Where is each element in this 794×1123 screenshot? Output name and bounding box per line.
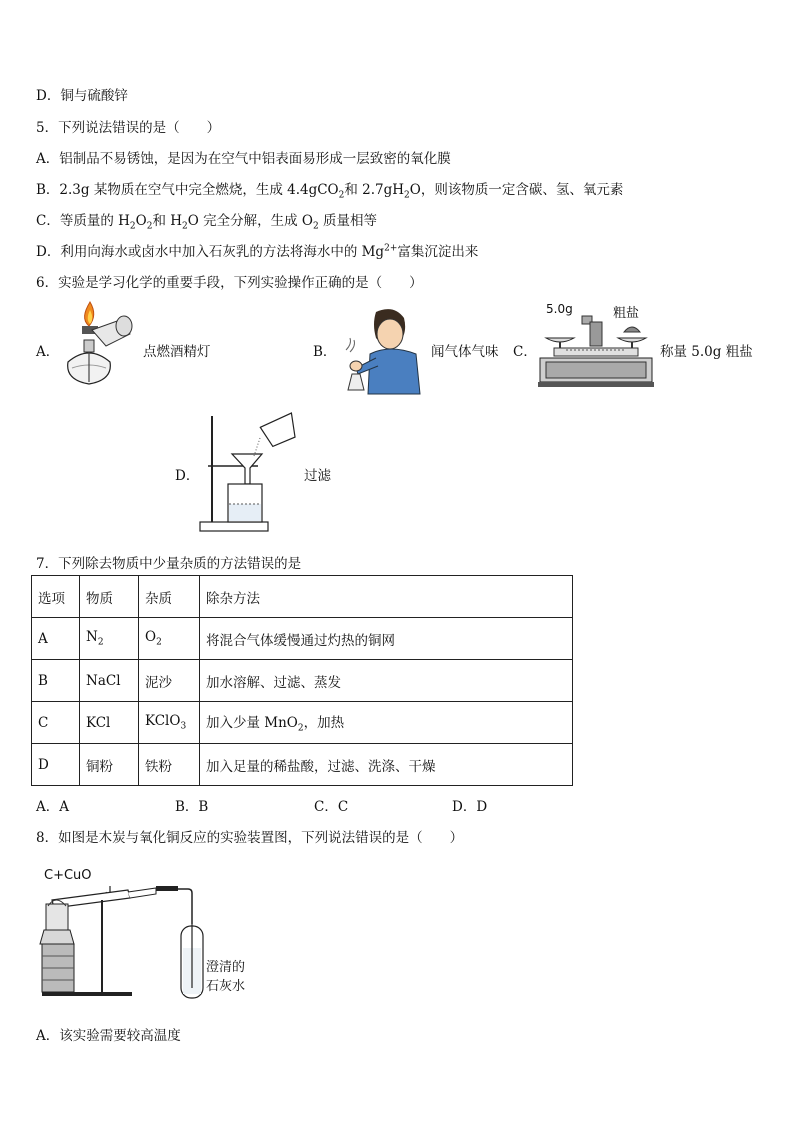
cell-method: 加入足量的稀盐酸，过滤、洗涤、干燥 xyxy=(200,744,573,786)
cell-impurity: 泥沙 xyxy=(139,660,200,702)
q6-option-a-text: 点燃酒精灯 xyxy=(143,344,211,360)
q7-answer-c: C．C xyxy=(314,799,349,815)
filtration-figure xyxy=(198,410,302,534)
charcoal-cuo-apparatus-figure xyxy=(38,884,206,998)
cell-option: D xyxy=(32,744,80,786)
q6-option-c-label: C． xyxy=(513,344,537,360)
balance-scale-figure xyxy=(536,316,656,388)
table-row xyxy=(32,702,573,744)
table-row xyxy=(32,660,573,702)
q6-stem: 6．实验是学习化学的重要手段，下列实验操作正确的是（ ） xyxy=(36,275,423,291)
cell-impurity: KClO$_3$ xyxy=(139,702,200,744)
q6-option-a-label: A． xyxy=(36,344,60,360)
table-row xyxy=(32,618,573,660)
header-cell: 选项 xyxy=(32,576,80,618)
q5-option-b: B．2.3g 某物质在空气中完全燃烧，生成 4.4gCO$_2$和 $2.7gH_2O$，则该物质一定含碳、氢、氧元素 xyxy=(36,182,624,201)
fig-limewater-label-line2: 石灰水 xyxy=(206,979,246,994)
cell-option: A xyxy=(32,618,80,660)
q5-option-a: A．铝制品不易锈蚀，是因为在空气中铝表面易形成一层致密的氧化膜 xyxy=(36,151,451,167)
fig-limewater-label-line1: 澄清的 xyxy=(206,960,246,975)
q4-option-d: D．铜与硫酸锌 xyxy=(36,88,128,104)
cell-substance: $N_2$ xyxy=(80,618,139,660)
q6-option-d-label: D． xyxy=(175,468,200,484)
q6-option-d-text: 过滤 xyxy=(304,468,331,484)
cell-substance: KCl xyxy=(80,702,139,744)
q7-table xyxy=(31,575,573,786)
q6-option-b-label: B． xyxy=(313,344,337,360)
cell-method: 加入少量 MnO$_2$，加热 xyxy=(200,702,573,744)
table-header-row xyxy=(32,576,573,618)
cell-method: 加水溶解、过滤、蒸发 xyxy=(200,660,573,702)
cell-option: C xyxy=(32,702,80,744)
q5-option-d: D．利用向海水或卤水中加入石灰乳的方法将海水中的 $Mg^{2+}$富集沉淀出来 xyxy=(36,243,479,260)
q6-option-c-text: 称量 5.0g 粗盐 xyxy=(660,344,753,360)
q7-answer-a: A．A xyxy=(36,799,69,815)
header-cell: 物质 xyxy=(80,576,139,618)
q5-option-c: C．等质量的 $H_2O_2$和 $H_2O$ 完全分解，生成 $O_2$ 质量相等 xyxy=(36,213,378,232)
header-cell: 杂质 xyxy=(139,576,200,618)
cell-option: B xyxy=(32,660,80,702)
q7-answer-b: B．B xyxy=(175,799,209,815)
q5-stem: 5．下列说法错误的是（ ） xyxy=(36,120,221,136)
smelling-gas-figure xyxy=(340,304,424,394)
cell-impurity: $O_2$ xyxy=(139,618,200,660)
q7-stem: 7．下列除去物质中少量杂质的方法错误的是 xyxy=(36,556,302,572)
cell-method: 将混合气体缓慢通过灼热的铜网 xyxy=(200,618,573,660)
q8-option-a: A．该实验需要较高温度 xyxy=(36,1028,181,1044)
balance-left-label: 5.0g xyxy=(546,302,573,316)
q8-stem: 8．如图是木炭与氧化铜反应的实验装置图，下列说法错误的是（ ） xyxy=(36,830,464,846)
q6-option-b-text: 闻气体气味 xyxy=(431,344,499,360)
cell-substance: 铜粉 xyxy=(80,744,139,786)
cell-substance: NaCl xyxy=(80,660,139,702)
q7-answer-d: D．D xyxy=(452,799,488,815)
fig-reactant-label: C+CuO xyxy=(44,868,92,883)
table-row xyxy=(32,744,573,786)
cell-impurity: 铁粉 xyxy=(139,744,200,786)
balance-right-label: 粗盐 xyxy=(613,306,640,321)
header-cell: 除杂方法 xyxy=(200,576,573,618)
alcohol-lamp-figure xyxy=(58,300,140,388)
